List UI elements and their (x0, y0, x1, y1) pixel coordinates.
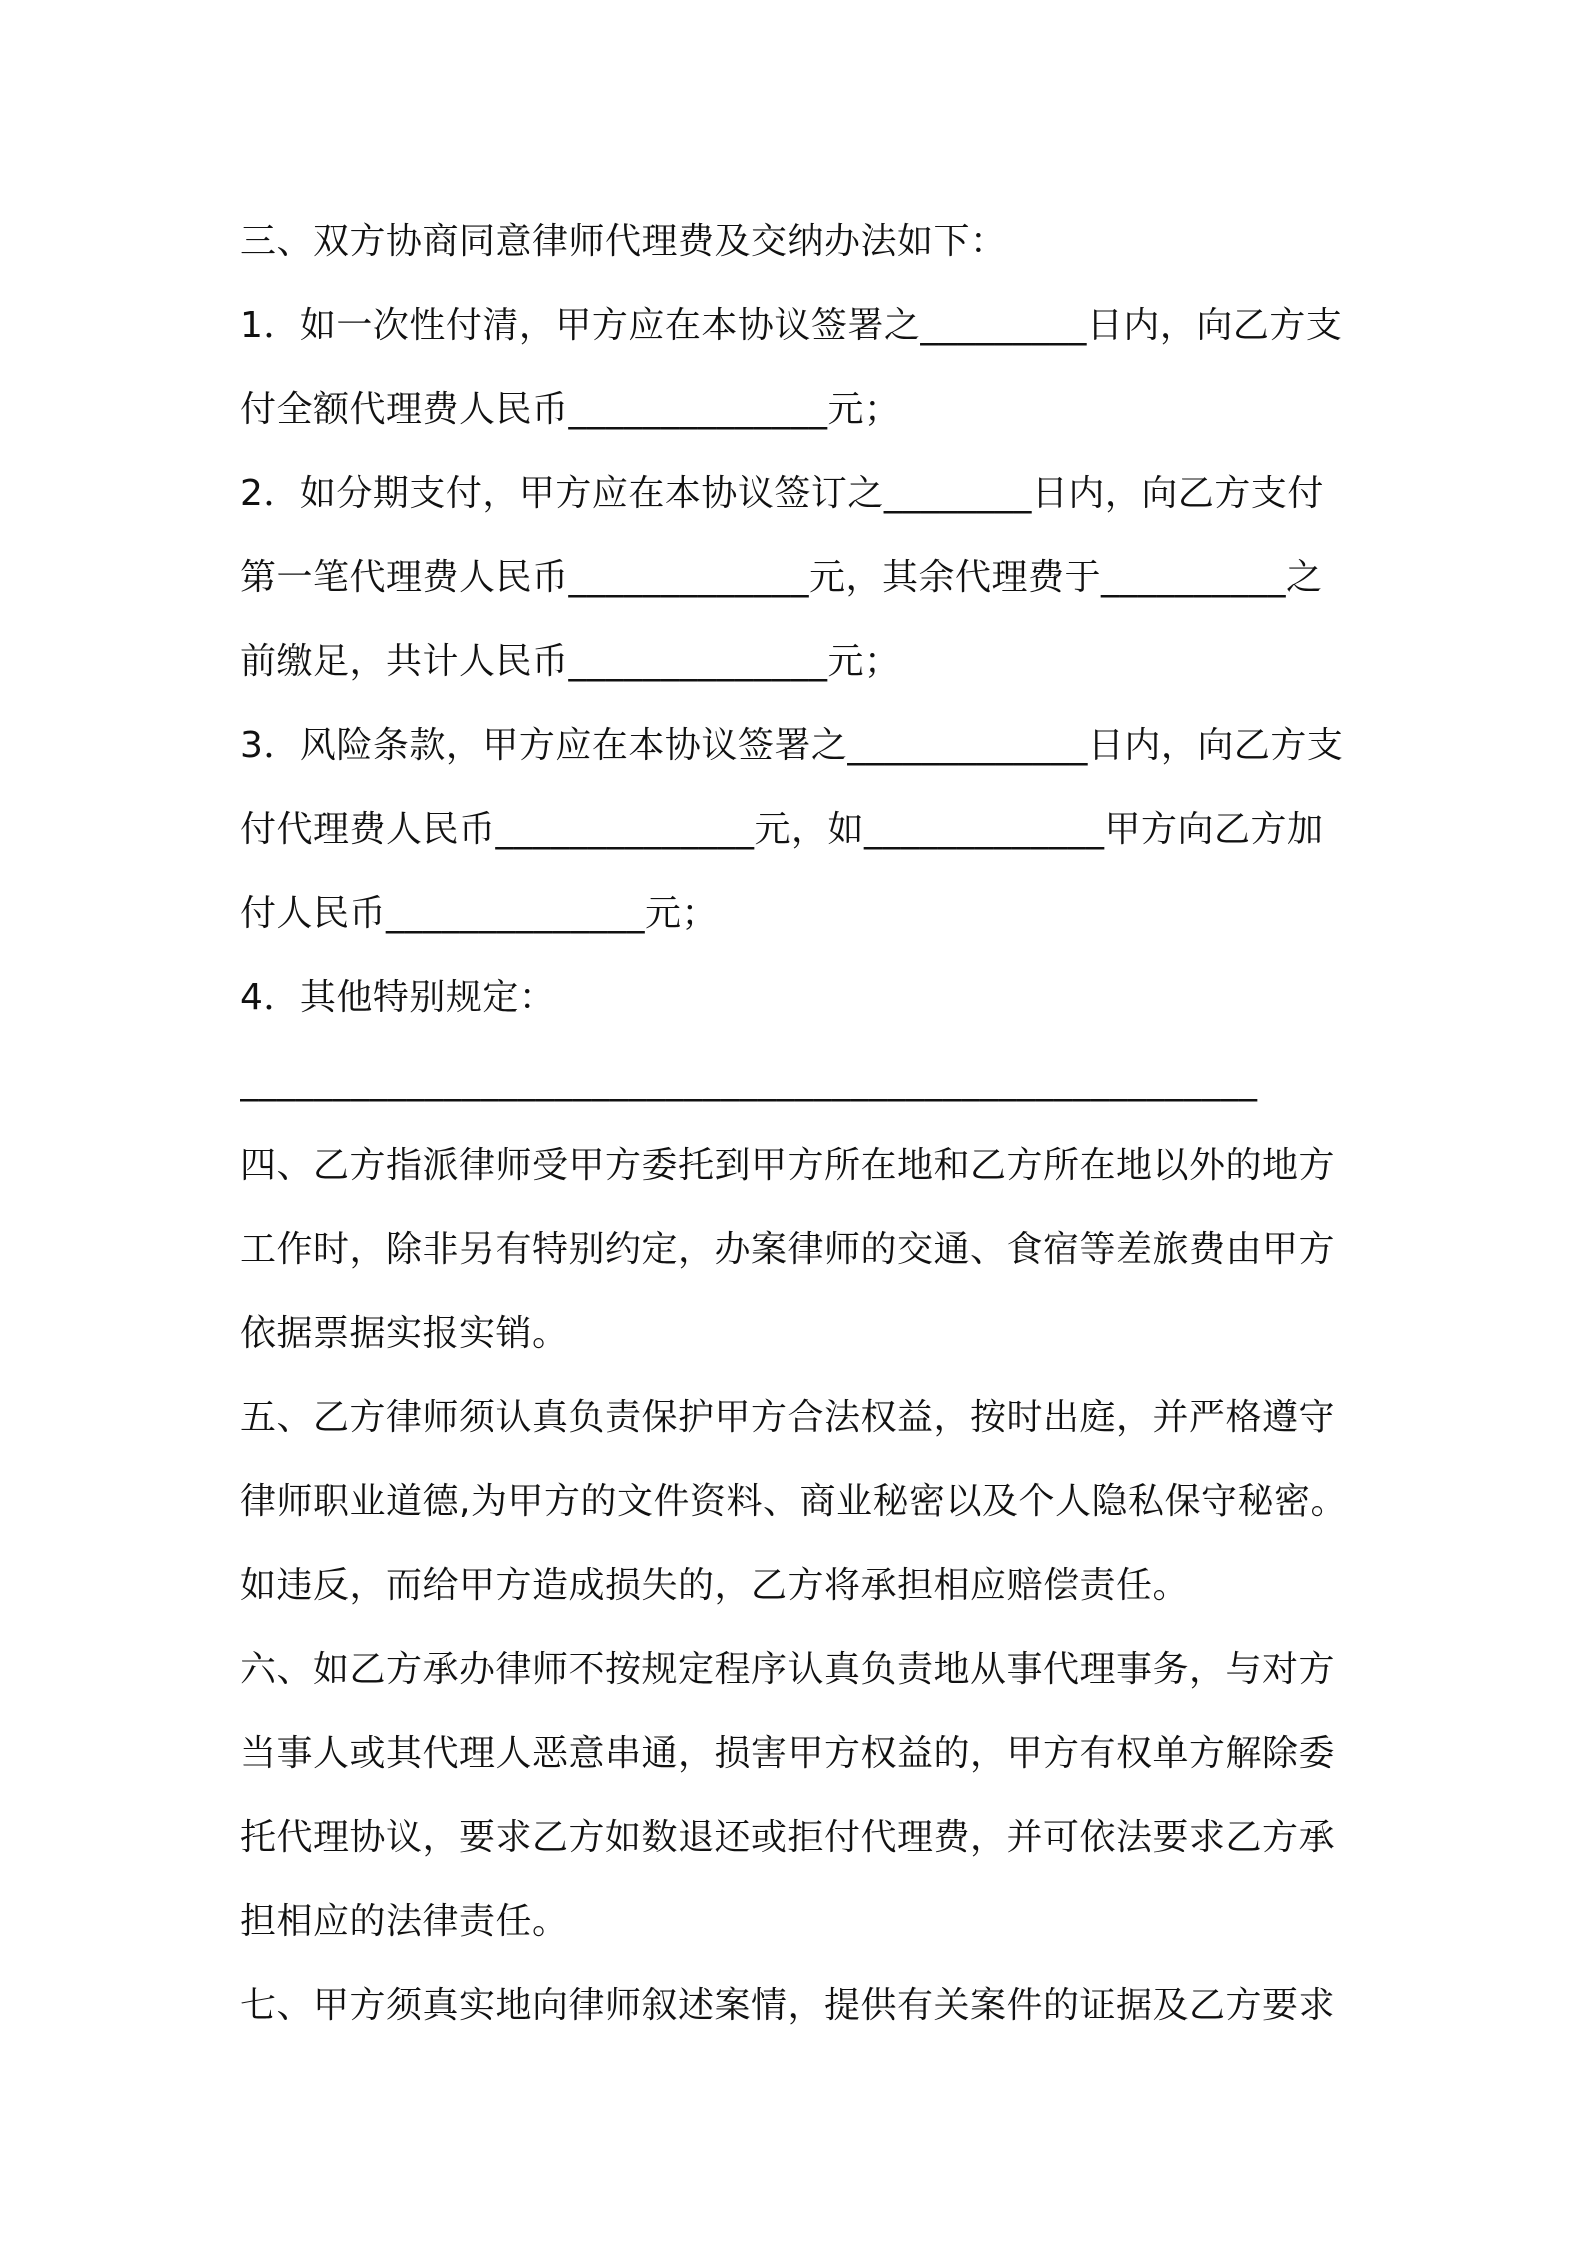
clause-3-item-2-line-3: 前缴足，共计人民币______________元； (240, 641, 901, 682)
clause-6-line-4: 担相应的法律责任。 (240, 1901, 569, 1942)
clause-5-line-1: 五、乙方律师须认真负责保护甲方合法权益，按时出庭，并严格遵守 (240, 1397, 1336, 1438)
clause-3-heading: 三、双方协商同意律师代理费及交纳办法如下： (240, 221, 1007, 262)
clause-3-item-4: 4．其他特别规定： (240, 977, 556, 1018)
clause-4-line-3: 依据票据实报实销。 (240, 1313, 569, 1354)
clause-5-line-3: 如违反，而给甲方造成损失的，乙方将承担相应赔偿责任。 (240, 1565, 1190, 1606)
blank-fill-line: _______________________________________________________ (240, 1061, 1258, 1102)
clause-3-item-3-line-1: 3．风险条款，甲方应在本协议签署之_____________日内，向乙方支 (240, 725, 1344, 766)
clause-6-line-1: 六、如乙方承办律师不按规定程序认真负责地从事代理事务，与对方 (240, 1649, 1336, 1690)
clause-3-item-2-line-1: 2．如分期支付，甲方应在本协议签订之________日内，向乙方支付 (240, 473, 1324, 514)
clause-3-item-3-line-3: 付人民币______________元； (240, 893, 719, 934)
clause-6-line-2: 当事人或其代理人恶意串通，损害甲方权益的，甲方有权单方解除委 (240, 1733, 1336, 1774)
clause-3-item-1-line-1: 1．如一次性付清，甲方应在本协议签署之_________日内，向乙方支 (240, 305, 1343, 346)
clause-3-item-2-line-2: 第一笔代理费人民币_____________元，其余代理费于__________之 (240, 557, 1323, 598)
document-body (240, 200, 1360, 2048)
clause-7-line-1: 七、甲方须真实地向律师叙述案情，提供有关案件的证据及乙方要求 (240, 1985, 1336, 2026)
clause-6-line-3: 托代理协议，要求乙方如数退还或拒付代理费，并可依法要求乙方承 (240, 1817, 1336, 1858)
clause-3-item-3-line-2: 付代理费人民币______________元，如_____________甲方向乙方加 (240, 809, 1324, 850)
clause-4-line-1: 四、乙方指派律师受甲方委托到甲方所在地和乙方所在地以外的地方 (240, 1145, 1336, 1186)
clause-5-line-2: 律师职业道德,为甲方的文件资料、商业秘密以及个人隐私保守秘密。 (240, 1481, 1347, 1522)
clause-4-line-2: 工作时，除非另有特别约定，办案律师的交通、食宿等差旅费由甲方 (240, 1229, 1336, 1270)
clause-3-item-1-line-2: 付全额代理费人民币______________元； (240, 389, 901, 430)
